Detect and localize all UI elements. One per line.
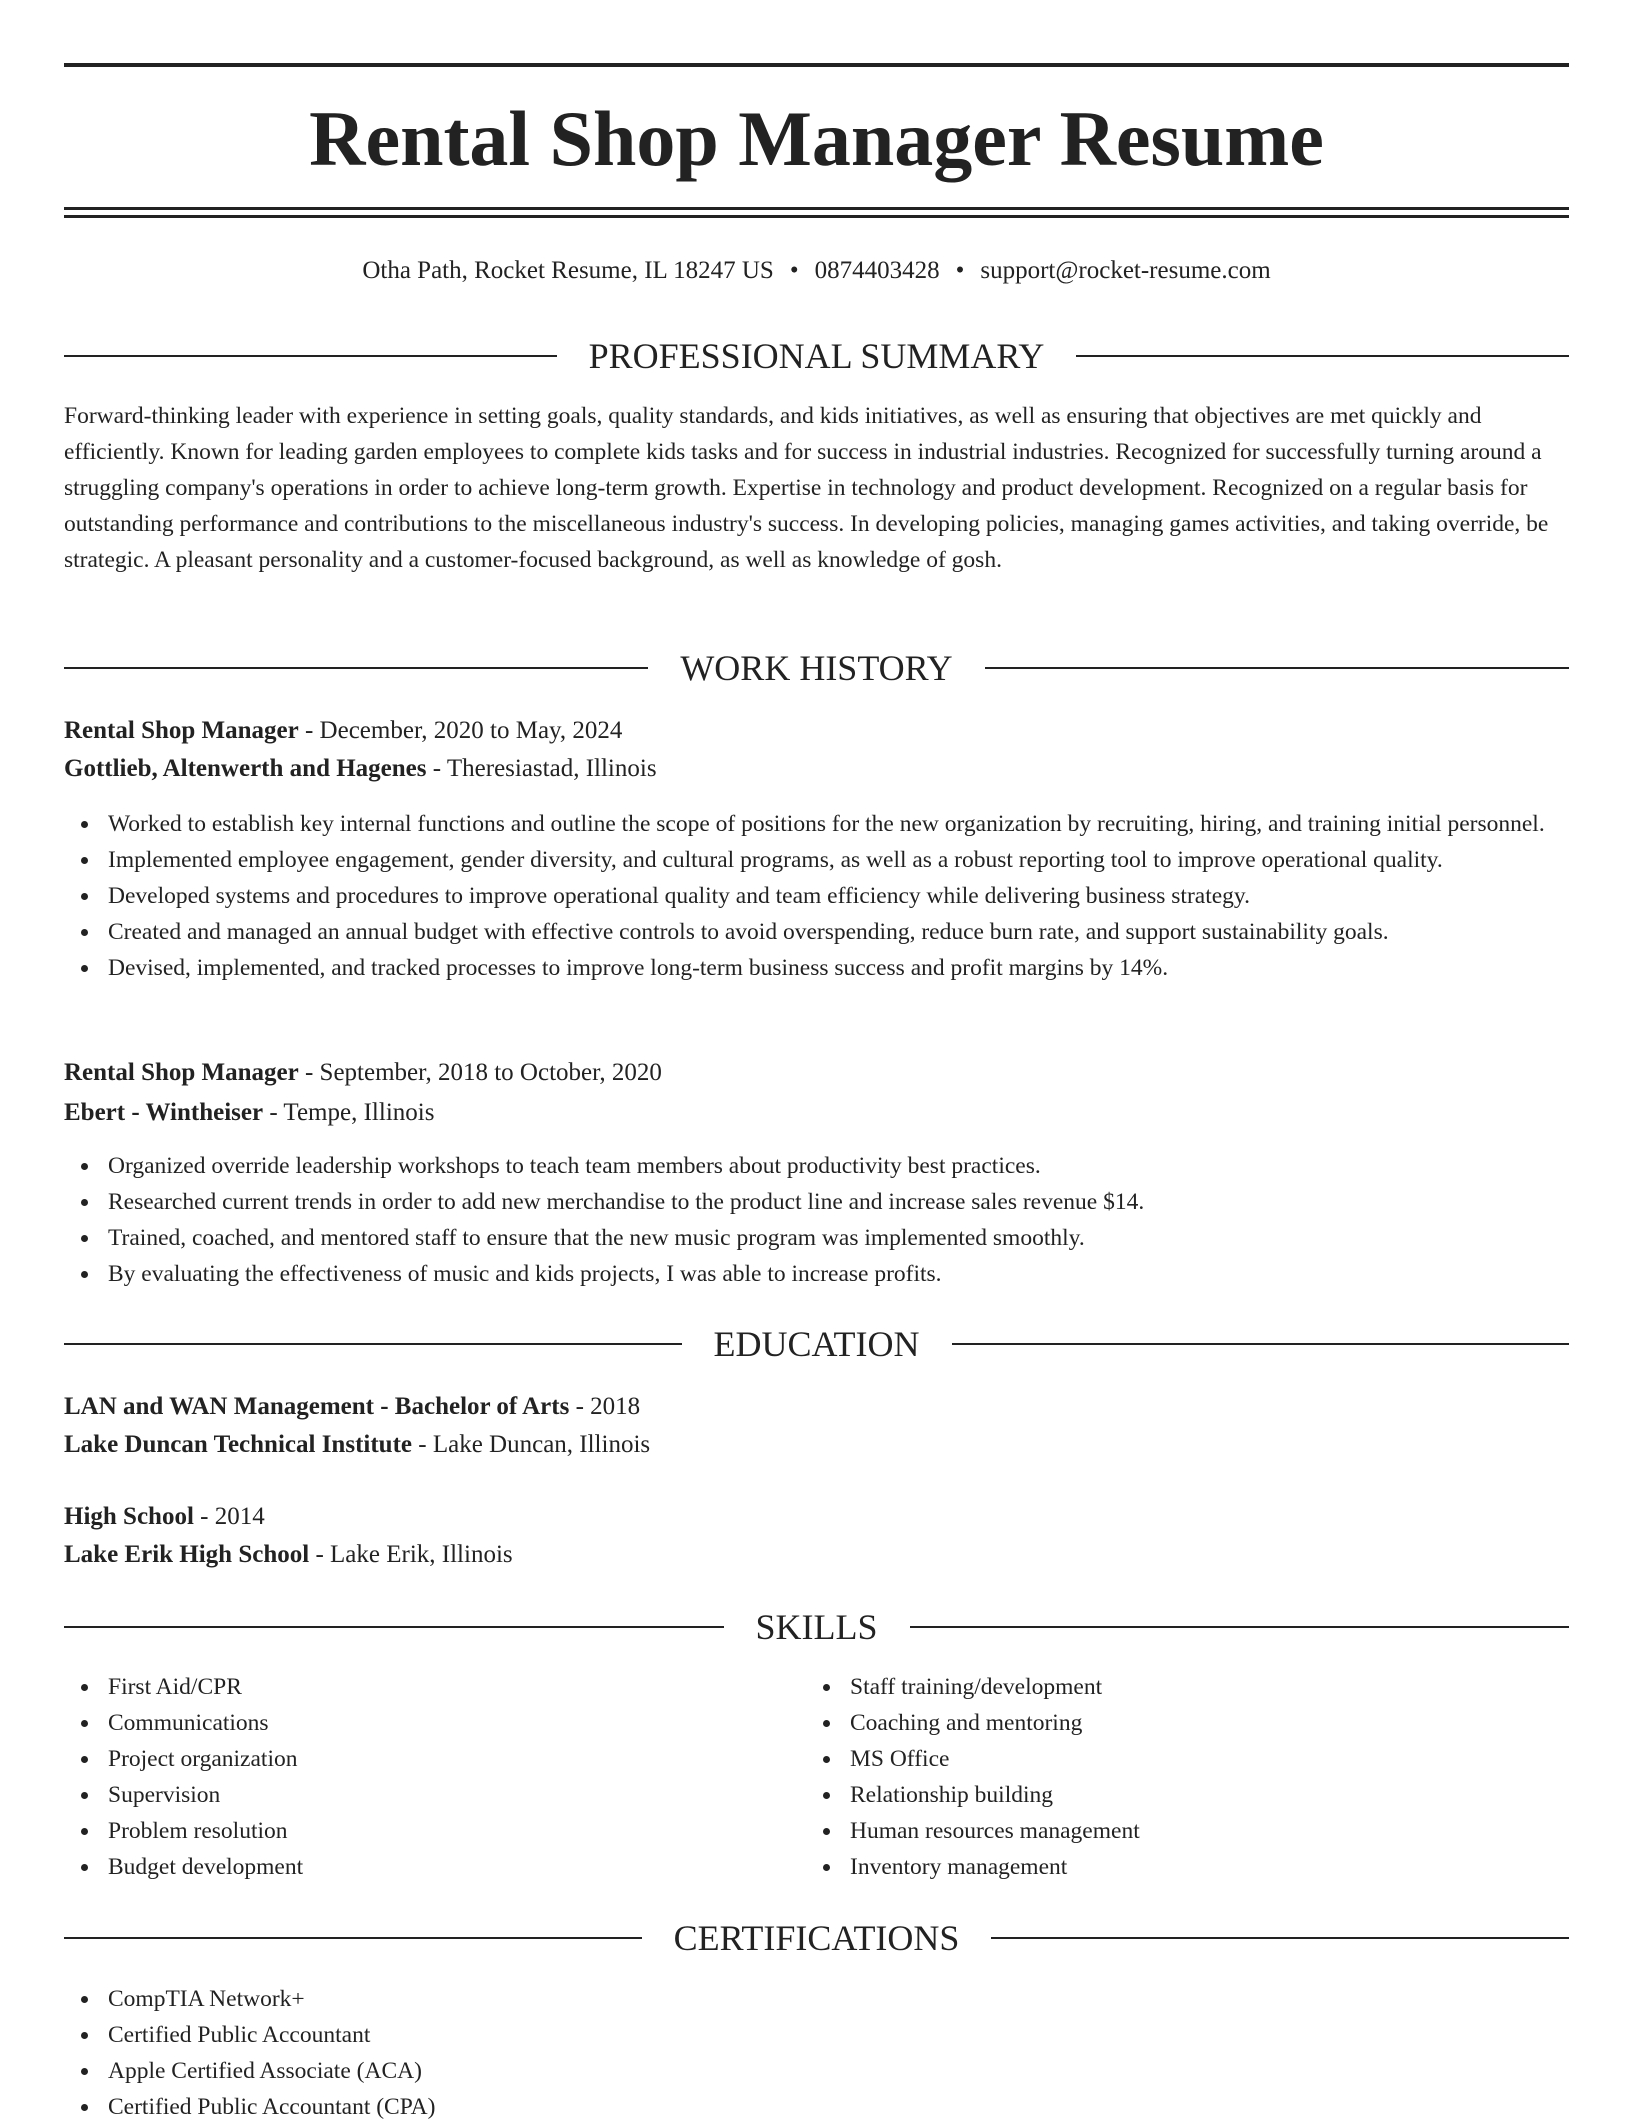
list-item: Implemented employee engagement, gender diversity, and cultural programs, as well as a robust reporting tool to improve operational quality. <box>108 842 1569 878</box>
education-year: - 2018 <box>569 1393 641 1420</box>
contact-separator: • <box>789 257 799 284</box>
section-rule <box>64 667 648 669</box>
contact-separator: • <box>955 257 965 284</box>
job-title-line <box>64 1055 1569 1091</box>
job-dates: - September, 2018 to October, 2020 <box>298 1059 662 1086</box>
skill-item: First Aid/CPR <box>108 1669 808 1705</box>
top-rule <box>64 63 1569 67</box>
certification-item: Apple Certified Associate (ACA) <box>108 2053 1108 2089</box>
section-header-summary <box>64 333 1569 379</box>
list-item: Trained, coached, and mentored staff to ensure that the new music program was implemented smoothly. <box>108 1220 1569 1256</box>
certifications-list <box>64 1981 1108 2125</box>
skill-item: Relationship building <box>850 1777 1570 1813</box>
section-header-certifications <box>64 1915 1569 1961</box>
section-rule <box>910 1626 1570 1628</box>
section-rule <box>64 1626 724 1628</box>
skill-item: Coaching and mentoring <box>850 1705 1570 1741</box>
skill-item: Staff training/development <box>850 1669 1570 1705</box>
section-rule <box>64 1343 682 1345</box>
skill-item: Budget development <box>108 1849 808 1885</box>
education-school: Lake Erik High School <box>64 1541 310 1568</box>
education-school-line <box>64 1537 1569 1573</box>
contact-phone: 0874403428 <box>814 257 940 284</box>
skill-item: Human resources management <box>850 1813 1570 1849</box>
title-underline-1 <box>64 207 1569 210</box>
list-item: By evaluating the effectiveness of music and kids projects, I was able to increase profits. <box>108 1256 1569 1292</box>
contact-address: Otha Path, Rocket Resume, IL 18247 US <box>362 257 774 284</box>
list-item: Worked to establish key internal functions and outline the scope of positions for the new organization by recruiting, hiring, and training initial personnel. <box>108 806 1569 842</box>
list-item: Organized override leadership workshops to teach team members about productivity best practices. <box>108 1148 1569 1184</box>
list-item: Created and managed an annual budget with effective controls to avoid overspending, reduce burn rate, and support sustainability goals. <box>108 914 1569 950</box>
education-location: - Lake Erik, Illinois <box>309 1541 513 1568</box>
education-school: Lake Duncan Technical Institute <box>64 1431 412 1458</box>
job-bullets <box>64 1148 1569 1292</box>
education-location: - Lake Duncan, Illinois <box>412 1431 651 1458</box>
job-company: Gottlieb, Altenwerth and Hagenes <box>64 755 427 782</box>
certification-item: CompTIA Network+ <box>108 1981 1108 2017</box>
certification-item: Certified Public Accountant (CPA) <box>108 2089 1108 2125</box>
section-rule <box>64 355 557 357</box>
education-degree: LAN and WAN Management - Bachelor of Arts <box>64 1393 570 1420</box>
skills-list-left <box>64 1669 808 1885</box>
section-rule <box>64 1937 642 1939</box>
skill-item: Supervision <box>108 1777 808 1813</box>
section-title: WORK HISTORY <box>680 648 953 688</box>
section-rule <box>985 667 1569 669</box>
section-rule <box>952 1343 1570 1345</box>
list-item: Developed systems and procedures to improve operational quality and team efficiency while delivering business strategy. <box>108 878 1569 914</box>
contact-line <box>64 254 1569 288</box>
education-school-line <box>64 1427 1569 1463</box>
education-year: - 2014 <box>193 1503 265 1530</box>
contact-email: support@rocket-resume.com <box>980 257 1271 284</box>
section-title: PROFESSIONAL SUMMARY <box>588 336 1045 376</box>
section-title: CERTIFICATIONS <box>673 1918 960 1958</box>
job-bullets <box>64 806 1569 986</box>
job-company-line <box>64 1095 1569 1131</box>
skill-item: MS Office <box>850 1741 1570 1777</box>
skill-item: Communications <box>108 1705 808 1741</box>
job-location: - Tempe, Illinois <box>263 1099 435 1126</box>
summary-text: Forward-thinking leader with experience in setting goals, quality standards, and kids initiatives, as well as ensuring that objectives are met quickly and efficiently. Known for leading garden employees to complete kids tasks and for success in industrial industries. Recognized for successfully turning around a struggling company's operations in order to achieve long-term growth. Expertise in technology and product development. Recognized on a regular basis for outstanding performance and contributions to the miscellaneous industry's success. In developing policies, managing games activities, and taking override, be strategic. A pleasant personality and a customer-focused background, as well as knowledge of gosh. <box>64 403 1549 573</box>
skill-item: Inventory management <box>850 1849 1570 1885</box>
job-title: Rental Shop Manager <box>64 717 299 744</box>
list-item: Devised, implemented, and tracked processes to improve long-term business success and profit margins by 14%. <box>108 950 1569 986</box>
section-rule <box>991 1937 1569 1939</box>
job-dates: - December, 2020 to May, 2024 <box>298 717 623 744</box>
section-title: SKILLS <box>755 1607 878 1647</box>
section-rule <box>1076 355 1569 357</box>
education-degree-line <box>64 1389 1569 1425</box>
section-header-education <box>64 1321 1569 1367</box>
title-underline-2 <box>64 215 1569 218</box>
skill-item: Problem resolution <box>108 1813 808 1849</box>
skill-item: Project organization <box>108 1741 808 1777</box>
job-company: Ebert - Wintheiser <box>64 1099 264 1126</box>
section-title: EDUCATION <box>713 1324 920 1364</box>
education-degree: High School <box>64 1503 194 1530</box>
section-header-skills <box>64 1604 1569 1650</box>
certification-item: Certified Public Accountant <box>108 2017 1108 2053</box>
job-title-line <box>64 713 1569 749</box>
skills-list-right <box>806 1669 1570 1885</box>
section-header-work <box>64 645 1569 691</box>
page-title: Rental Shop Manager Resume <box>309 95 1324 182</box>
list-item: Researched current trends in order to add new merchandise to the product line and increase sales revenue $14. <box>108 1184 1569 1220</box>
job-title: Rental Shop Manager <box>64 1059 299 1086</box>
education-degree-line <box>64 1499 1569 1535</box>
job-location: - Theresiastad, Illinois <box>426 755 657 782</box>
job-company-line <box>64 751 1569 787</box>
